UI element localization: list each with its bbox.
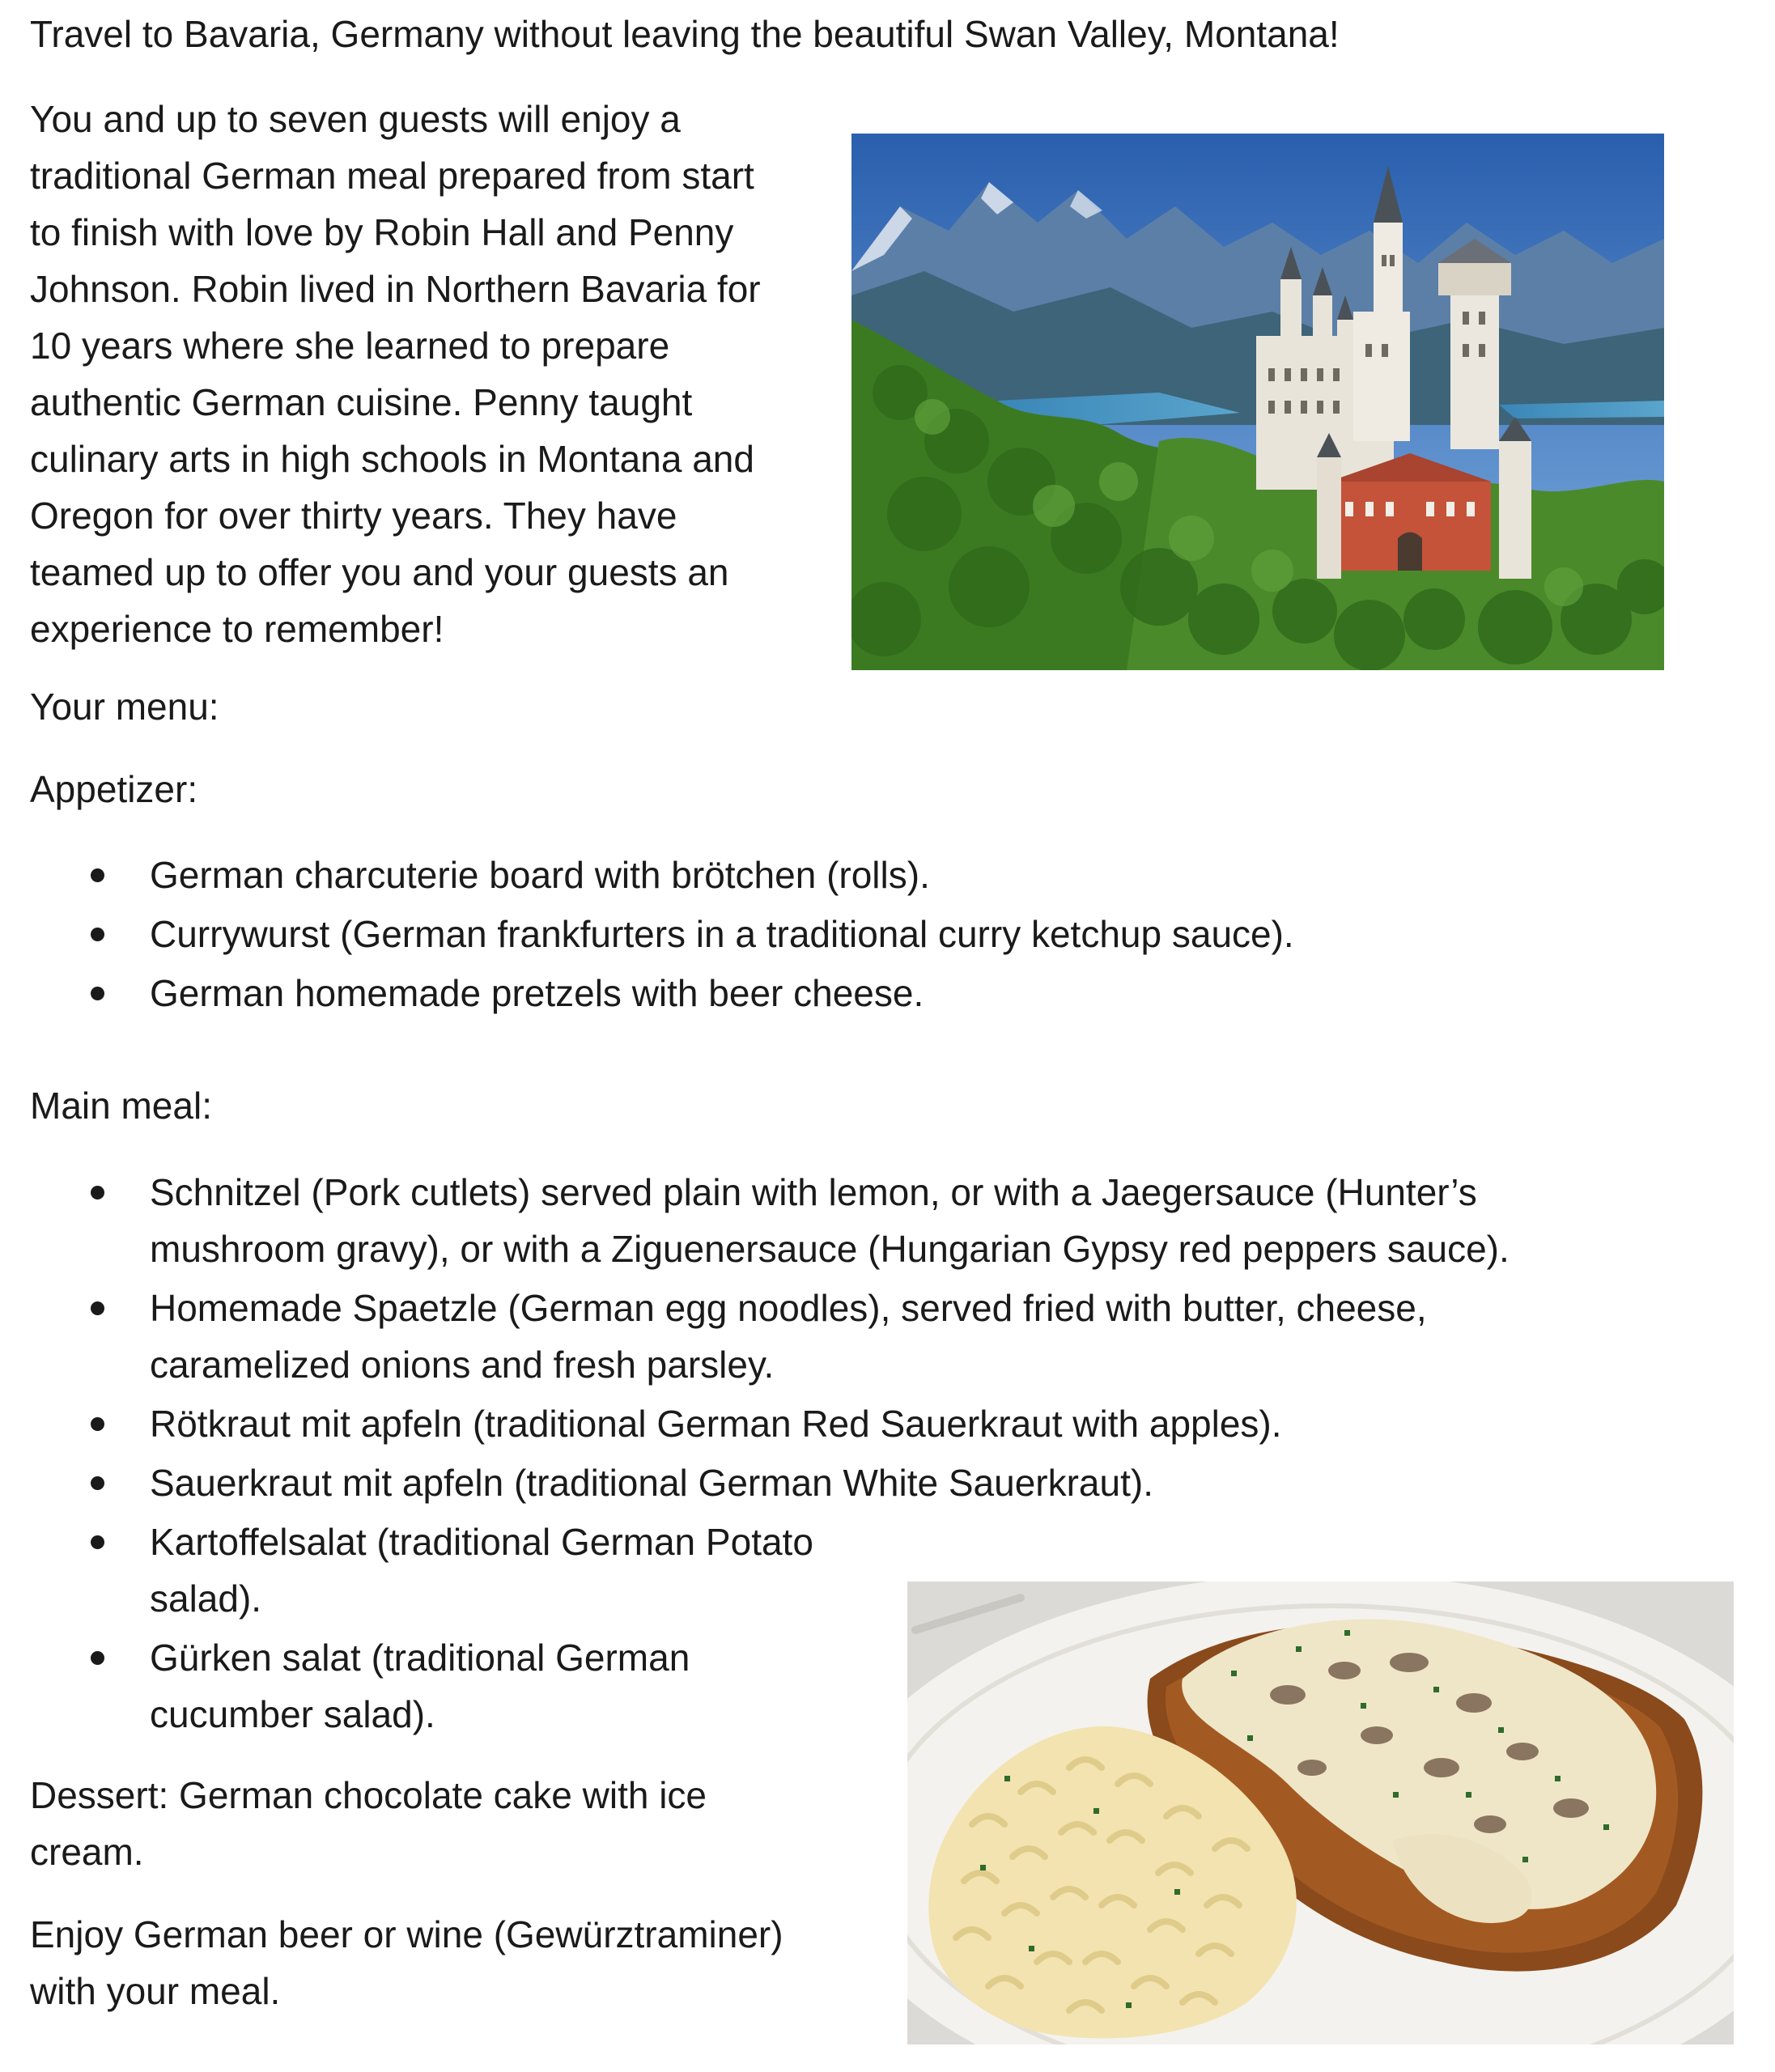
castle-image bbox=[851, 134, 1664, 670]
list-item: Rötkraut mit apfeln (traditional German Red Sauerkraut with apples). bbox=[0, 1395, 1510, 1452]
menu-heading: Your menu: bbox=[30, 686, 219, 728]
dessert-paragraph bbox=[30, 1767, 707, 1880]
main-meal-heading: Main meal: bbox=[30, 1085, 212, 1127]
description-line: teamed up to offer you and your guests an bbox=[30, 551, 729, 593]
bullet-icon bbox=[91, 928, 104, 941]
dessert-line: cream. bbox=[30, 1831, 144, 1873]
list-item: Sauerkraut mit apfeln (traditional German White Sauerkraut). bbox=[0, 1454, 1510, 1511]
description-line: 10 years where she learned to prepare bbox=[30, 325, 670, 367]
description-line: experience to remember! bbox=[30, 608, 444, 650]
list-item: Currywurst (German frankfurters in a traditional curry ketchup sauce). bbox=[0, 906, 1294, 962]
bullet-icon bbox=[91, 1476, 104, 1490]
description-line: Johnson. Robin lived in Northern Bavaria for bbox=[30, 268, 761, 310]
description-line: You and up to seven guests will enjoy a bbox=[30, 98, 681, 140]
description-line: authentic German cuisine. Penny taught bbox=[30, 381, 693, 423]
list-item: Homemade Spaetzle (German egg noodles), served fried with butter, cheese, caramelized onions and fresh parsley. bbox=[0, 1280, 1510, 1393]
schnitzel-spaetzle-image bbox=[907, 1582, 1734, 2044]
list-item: Schnitzel (Pork cutlets) served plain with lemon, or with a Jaegersauce (Hunter’s mushroom gravy), or with a Ziguenersauce (Hungarian Gypsy red peppers sauce). bbox=[0, 1164, 1510, 1277]
list-item: Gürken salat (traditional German cucumber salad). bbox=[0, 1629, 1510, 1743]
list-item: German charcuterie board with brötchen (rolls). bbox=[0, 847, 1294, 903]
bullet-icon bbox=[91, 1651, 104, 1665]
intro-line: Travel to Bavaria, Germany without leaving the beautiful Swan Valley, Montana! bbox=[30, 13, 1340, 55]
list-item: Kartoffelsalat (traditional German Potato salad). bbox=[0, 1514, 1510, 1627]
description-line: Oregon for over thirty years. They have bbox=[30, 495, 677, 537]
list-item: German homemade pretzels with beer cheese. bbox=[0, 965, 1294, 1021]
bullet-icon bbox=[91, 1417, 104, 1431]
drinks-paragraph bbox=[30, 1906, 783, 2019]
description-paragraph bbox=[30, 91, 761, 657]
bullet-icon bbox=[91, 1301, 104, 1315]
description-line: traditional German meal prepared from start bbox=[30, 155, 754, 197]
description-line: to finish with love by Robin Hall and Penny bbox=[30, 211, 734, 253]
bullet-icon bbox=[91, 1535, 104, 1549]
drinks-line: Enjoy German beer or wine (Gewürztraminer) bbox=[30, 1913, 783, 1955]
dessert-line: Dessert: German chocolate cake with ice bbox=[30, 1774, 707, 1816]
bullet-icon bbox=[91, 868, 104, 882]
bullet-icon bbox=[91, 987, 104, 1000]
appetizer-heading: Appetizer: bbox=[30, 768, 198, 810]
bullet-icon bbox=[91, 1186, 104, 1199]
appetizer-list bbox=[0, 847, 1294, 1024]
description-line: culinary arts in high schools in Montana and bbox=[30, 438, 754, 480]
drinks-line: with your meal. bbox=[30, 1970, 281, 2012]
